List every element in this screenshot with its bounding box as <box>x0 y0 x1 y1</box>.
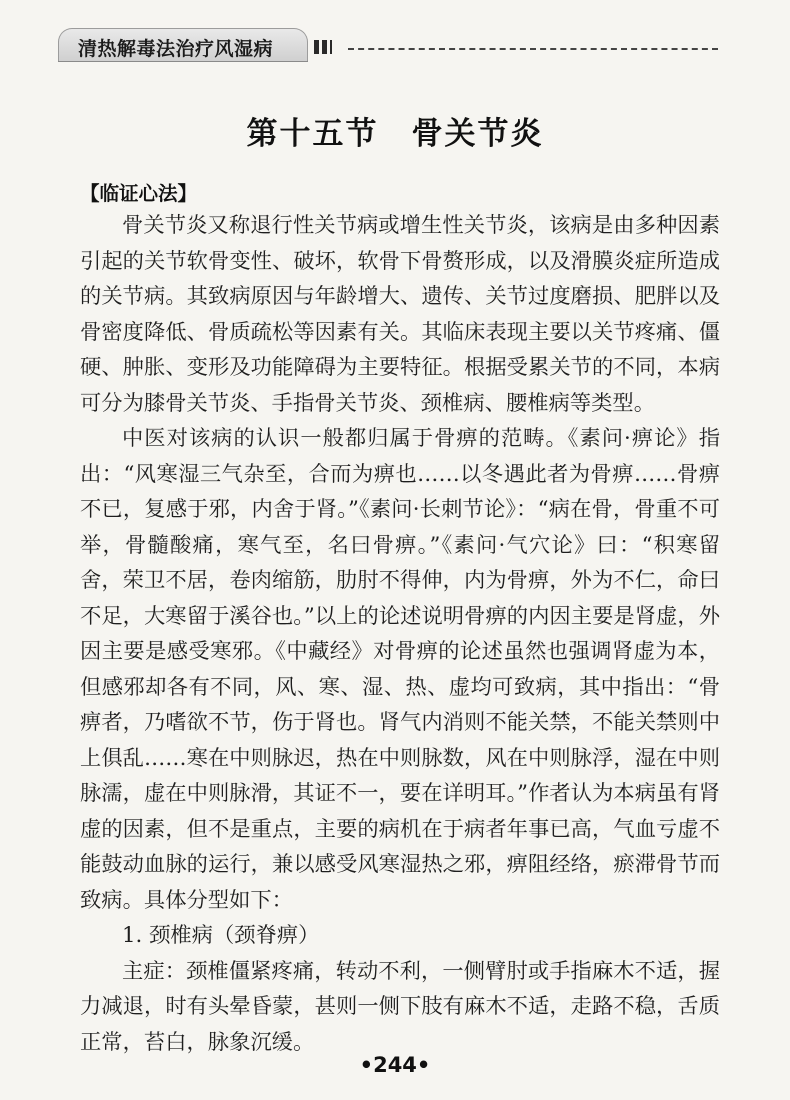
numbered-heading: 1. 颈椎病（颈脊痹） <box>122 923 320 948</box>
paragraph: 主症：颈椎僵紧疼痛，转动不利，一侧臂肘或手指麻木不适，握力减退，时有头晕昏蒙，甚则一侧下肢有麻木不适，走路不稳，舌质正常，苔白，脉象沉缓。 <box>80 958 720 1055</box>
running-header <box>58 28 718 64</box>
body-text <box>80 208 720 1060</box>
section-title: 第十五节 骨关节炎 <box>246 116 544 152</box>
header-dashed-line <box>348 48 718 50</box>
page-number: •244• <box>359 1053 431 1077</box>
paragraph: 骨关节炎又称退行性关节病或增生性关节炎，该病是由多种因素引起的关节软骨变性、破坏，软骨下骨赘形成，以及滑膜炎症所造成的关节病。其致病原因与年龄增大、遗传、关节过度磨损、肥胖以及骨密度降低、骨质疏松等因素有关。其临床表现主要以关节疼痛、僵硬、肿胀、变形及功能障碍为主要特征。根据受累关节的不同，本病可分为膝骨关节炎、手指骨关节炎、颈椎病、腰椎病等类型。 <box>80 213 720 416</box>
subheading: 【临证心法】 <box>80 182 198 205</box>
header-rule <box>58 61 308 62</box>
paragraph: 中医对该病的认识一般都归属于骨痹的范畴。《素问·痹论》指出：“风寒湿三气杂至，合而为痹也……以冬遇此者为骨痹……骨痹不已，复感于邪，内舍于肾。”《素问·长刺节论》：“病在骨，骨重不可举，骨髓酸痛，寒气至，名曰骨痹。”《素问·气穴论》曰：“积寒留舍，荣卫不居，卷肉缩筋，肋肘不得伸，内为骨痹，外为不仁，命曰不足，大寒留于溪谷也。”以上的论述说明骨痹的内因主要是肾虚，外因主要是感受寒邪。《中藏经》对骨痹的论述虽然也强调肾虚为本，但感邪却各有不同，风、寒、湿、热、虚均可致病，其中指出：“骨痹者，乃嗜欲不节，伤于肾也。肾气内消则不能关禁，不能关禁则中上俱乱……寒在中则脉迟，热在中则脉数，风在中则脉浮，湿在中则脉濡，虚在中则脉滑，其证不一，要在详明耳。”作者认为本病虽有肾虚的因素，但不是重点，主要的病机在于病者年事已高，气血亏虚不能鼓动血脉的运行，兼以感受风寒湿热之邪，痹阻经络，瘀滞骨节而致病。具体分型如下： <box>80 426 720 913</box>
running-header-title: 清热解毒法治疗风湿病 <box>78 38 274 60</box>
